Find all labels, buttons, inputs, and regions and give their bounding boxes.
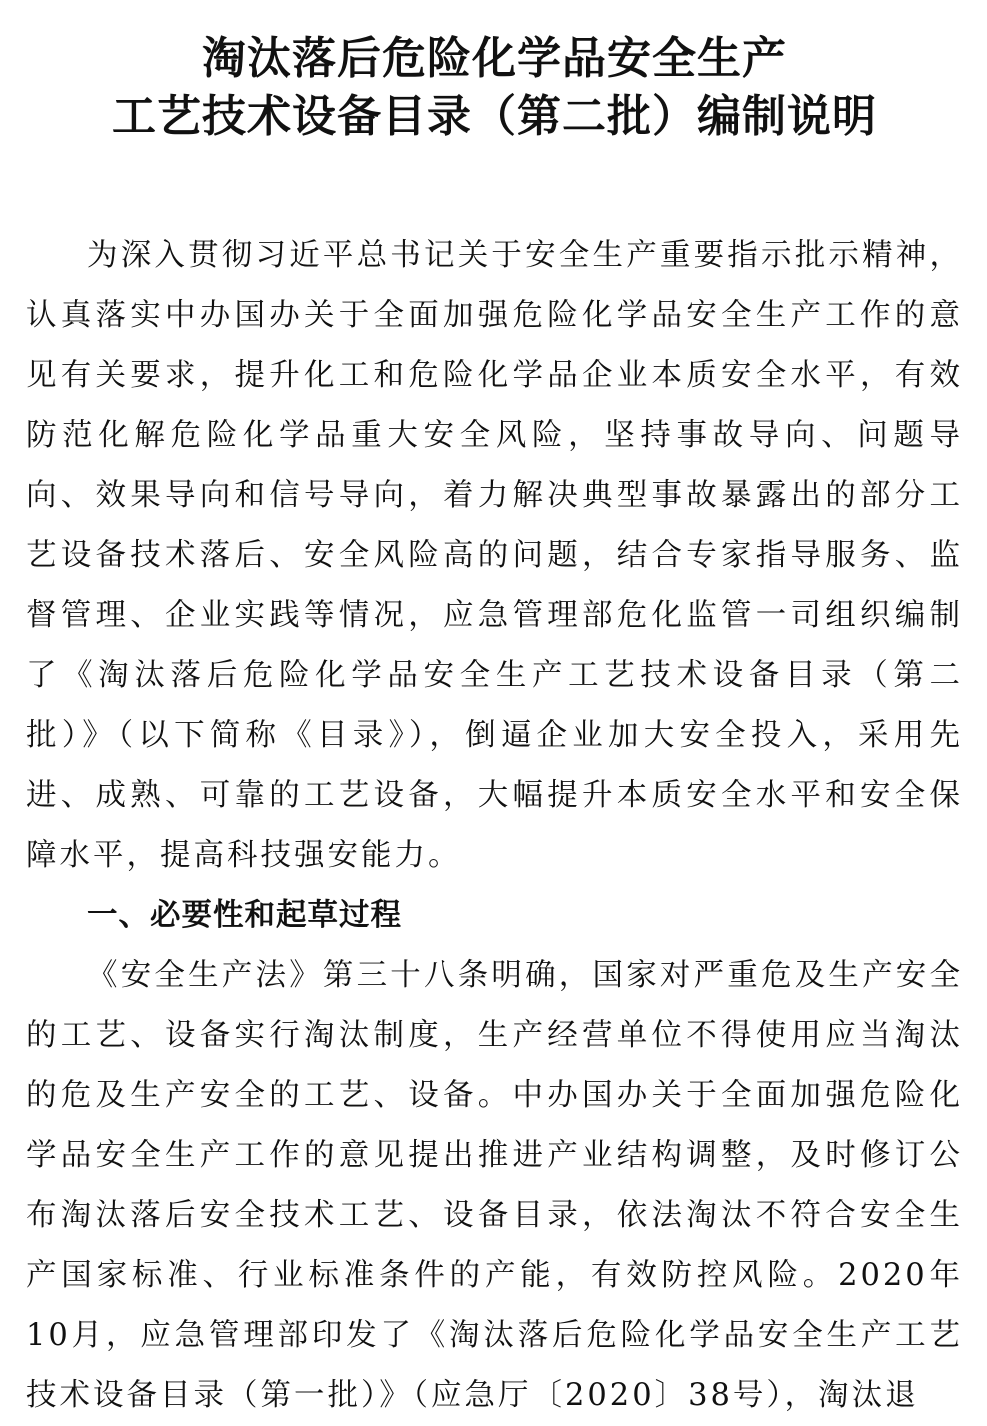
- intro-paragraph: 为深入贯彻习近平总书记关于安全生产重要指示批示精神，认真落实中办国办关于全面加强危险化学品安全生产工作的意见有关要求，提升化工和危险化学品企业本质安全水平，有效防范化解危险化学品重大安全风险，坚持事故导向、问题导向、效果导向和信号导向，着力解决典型事故暴露出的部分工艺设备技术落后、安全风险高的问题，结合专家指导服务、监督管理、企业实践等情况，应急管理部危化监管一司组织编制了《淘汰落后危险化学品安全生产工艺技术设备目录（第二批）》（以下简称《目录》），倒逼企业加大安全投入，采用先进、成熟、可靠的工艺设备，大幅提升本质安全水平和安全保障水平，提高科技强安能力。: [26, 238, 963, 873]
- document-body: [26, 226, 963, 1426]
- title-line-1: 淘汰落后危险化学品安全生产: [202, 33, 787, 84]
- title-line-2: 工艺技术设备目录（第二批）编制说明: [112, 91, 877, 142]
- section-heading-necessity: 一、必要性和起草过程: [87, 898, 402, 933]
- document-title: [26, 30, 963, 146]
- necessity-paragraph: 《安全生产法》第三十八条明确，国家对严重危及生产安全的工艺、设备实行淘汰制度，生产经营单位不得使用应当淘汰的危及生产安全的工艺、设备。中办国办关于全面加强危险化学品安全生产工作的意见提出推进产业结构调整，及时修订公布淘汰落后安全技术工艺、设备目录，依法淘汰不符合安全生产国家标准、行业标准条件的产能，有效防控风险。2020年10月，应急管理部印发了《淘汰落后危险化学品安全生产工艺技术设备目录（第一批）》（应急厅〔2020〕38号），淘汰退: [26, 958, 963, 1413]
